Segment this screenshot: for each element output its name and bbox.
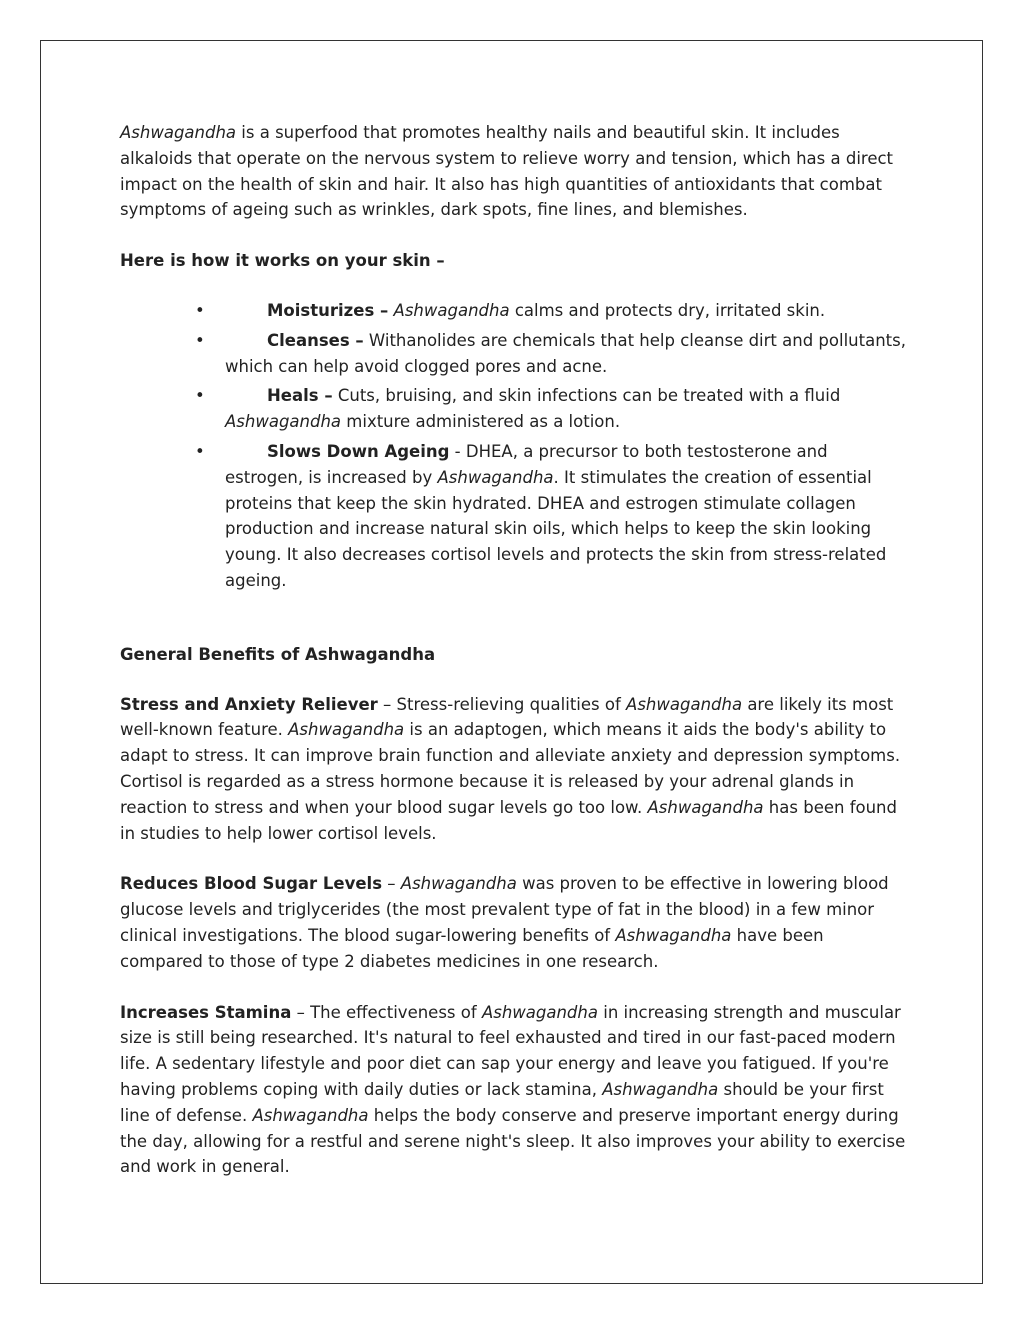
benefit-text: have been compared to those of type 2 diabetes medicines in one research. bbox=[120, 925, 824, 971]
benefit-title: Reduces Blood Sugar Levels bbox=[120, 874, 383, 894]
benefit-text: are likely its most well-known feature. bbox=[120, 694, 894, 740]
list-item-text: Cuts, bruising, and skin infections can be treated with a fluid bbox=[332, 386, 841, 406]
list-item-term: Ashwagandha bbox=[225, 412, 342, 432]
list-item-term: Ashwagandha bbox=[437, 467, 554, 487]
bullet-icon: • bbox=[195, 300, 205, 320]
list-item-text: Withanolides are chemicals that help cleanse dirt and pollutants, which can help avoid clogged pores and acne. bbox=[225, 330, 906, 376]
general-benefits-heading: General Benefits of Ashwagandha bbox=[120, 644, 436, 664]
benefit-blood-sugar bbox=[120, 871, 910, 974]
list-item-text: calms and protects dry, irritated skin. bbox=[509, 300, 826, 320]
list-item-term: Ashwagandha bbox=[393, 300, 510, 320]
benefit-text: is an adaptogen, which means it aids the body's ability to adapt to stress. It can improve brain function and alleviate anxiety and depression symptoms. Cortisol is regarded as a stress hormone because it is released by your adrenal glands in reaction to stress and when your blood sugar levels go too low. bbox=[120, 720, 901, 817]
list-item-title: Cleanses – bbox=[267, 330, 364, 350]
list-item-text: . It stimulates the creation of essential proteins that keep the skin hydrated. DHEA and estrogen stimulate collagen production and increase natural skin oils, which helps to keep the skin looking young. It also decreases cortisol levels and protects the skin from stress-related ageing. bbox=[225, 467, 887, 590]
intro-term: Ashwagandha bbox=[120, 123, 237, 142]
benefit-stress-anxiety bbox=[120, 692, 910, 847]
benefit-text: has been found in studies to help lower cortisol levels. bbox=[120, 797, 897, 843]
intro-text: is a superfood that promotes healthy nails and beautiful skin. It includes alkaloids that operate on the nervous system to relieve worry and tension, which has a direct impact on the health of skin and hair. It also has high quantities of antioxidants that combat symptoms of ageing such as wrinkles, dark spots, fine lines, and blemishes. bbox=[120, 123, 894, 220]
benefit-text: – bbox=[382, 874, 401, 894]
document-body bbox=[120, 120, 910, 1205]
benefit-term: Ashwagandha bbox=[252, 1105, 369, 1125]
bullet-icon: • bbox=[195, 386, 205, 406]
list-item-title: Moisturizes – bbox=[267, 300, 389, 320]
list-item-text: mixture administered as a lotion. bbox=[341, 412, 621, 432]
list-item-title: Slows Down Ageing bbox=[267, 441, 450, 461]
benefit-text: – The effectiveness of bbox=[291, 1002, 482, 1022]
benefit-title: Increases Stamina bbox=[120, 1002, 292, 1022]
list-item-slows-down-ageing bbox=[120, 439, 910, 594]
benefit-term: Ashwagandha bbox=[615, 925, 732, 945]
intro-paragraph bbox=[120, 120, 910, 223]
benefit-term: Ashwagandha bbox=[602, 1079, 719, 1099]
list-item-title: Heals – bbox=[267, 386, 333, 406]
skin-heading: Here is how it works on your skin – bbox=[120, 251, 445, 271]
benefit-title: Stress and Anxiety Reliever bbox=[120, 694, 378, 714]
benefit-text: helps the body conserve and preserve important energy during the day, allowing for a restful and serene night's sleep. It also improves your ability to exercise and work in general. bbox=[120, 1105, 906, 1177]
benefit-term: Ashwagandha bbox=[288, 720, 405, 740]
benefit-term: Ashwagandha bbox=[647, 797, 764, 817]
benefit-term: Ashwagandha bbox=[400, 874, 517, 894]
benefit-term: Ashwagandha bbox=[481, 1002, 598, 1022]
list-item-text: - DHEA, a precursor to both testosterone and estrogen, is increased by bbox=[225, 441, 828, 487]
bullet-icon: • bbox=[195, 441, 205, 461]
skin-benefits-list bbox=[120, 298, 910, 594]
list-item-moisturizes bbox=[120, 298, 910, 324]
benefit-stamina bbox=[120, 1000, 910, 1181]
benefit-text: should be your first line of defense. bbox=[120, 1079, 884, 1125]
benefit-term: Ashwagandha bbox=[626, 694, 743, 714]
list-item-heals bbox=[120, 383, 910, 435]
benefit-text: – Stress-relieving qualities of bbox=[377, 694, 627, 714]
benefit-text: in increasing strength and muscular size is still being researched. It's natural to feel exhausted and tired in our fast-paced modern life. A sedentary lifestyle and poor diet can sap your energy and leave you fatigued. If you're having problems coping with daily duties or lack stamina, bbox=[120, 1002, 901, 1099]
list-item-cleanses bbox=[120, 328, 910, 380]
benefit-text: was proven to be effective in lowering blood glucose levels and triglycerides (the most prevalent type of fat in the blood) in a few minor clinical investigations. The blood sugar-lowering benefits of bbox=[120, 874, 889, 945]
bullet-icon: • bbox=[195, 330, 205, 350]
